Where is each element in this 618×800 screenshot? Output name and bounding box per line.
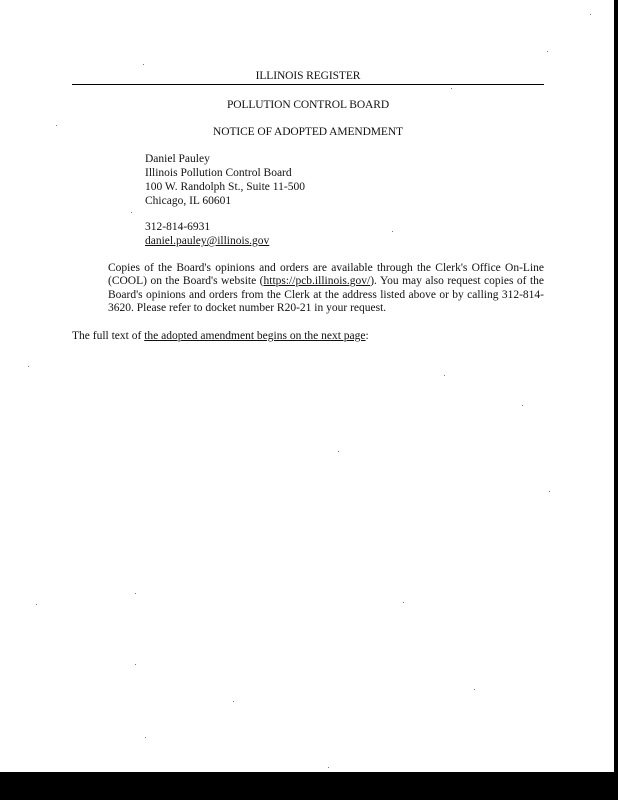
full-text-suffix: : [365,330,369,342]
contact-street: 100 W. Randolph St., Suite 11-500 [145,181,305,193]
register-title: ILLINOIS REGISTER [255,70,361,82]
scan-bottom-border [0,772,618,800]
copies-text-start: Copies of the Board's opinions and orders are available through the Clerk's Office On-Line (COOL) on the Board's website ( [108,262,544,288]
board-name: POLLUTION CONTROL BOARD [226,99,390,111]
scan-speck [135,593,136,594]
scan-speck [547,51,548,52]
scan-speck [28,366,29,367]
copies-paragraph [108,262,544,316]
scan-speck [338,451,339,452]
contact-phone: 312-814-6931 [145,221,211,233]
board-website-link[interactable]: https://pcb.illinois.gov/ [263,275,371,288]
contact-email-link[interactable]: daniel.pauley@illinois.gov [145,235,270,247]
scan-speck [474,689,475,690]
scan-speck [328,767,329,768]
contact-city: Chicago, IL 60601 [145,195,232,207]
scan-speck [36,604,37,605]
contact-organization: Illinois Pollution Control Board [145,167,292,179]
scan-speck [522,405,523,406]
header-rule [72,84,544,85]
full-text-underlined: the adopted amendment begins on the next page [144,330,366,342]
scan-speck [233,701,234,702]
full-text-prefix: The full text of [72,330,145,342]
scan-speck [145,737,146,738]
scan-speck [403,602,404,603]
scan-speck [135,664,136,665]
scan-speck [549,491,550,492]
contact-name: Daniel Pauley [145,153,210,165]
scan-speck [143,64,144,65]
copies-text-end: ). You may also request copies of the Board's opinions and orders from the Clerk at the address listed above or by calling 312-814-3620. Please refer to docket number R20-21 in your request. [108,275,544,315]
scan-speck [444,375,445,376]
scan-speck [56,125,57,126]
scan-speck [131,212,132,213]
full-text-note [72,330,369,342]
scan-speck [590,14,591,15]
notice-title: NOTICE OF ADOPTED AMENDMENT [213,126,403,138]
scan-speck [392,231,393,232]
scan-speck [451,88,452,89]
scan-edge-border [614,0,618,772]
